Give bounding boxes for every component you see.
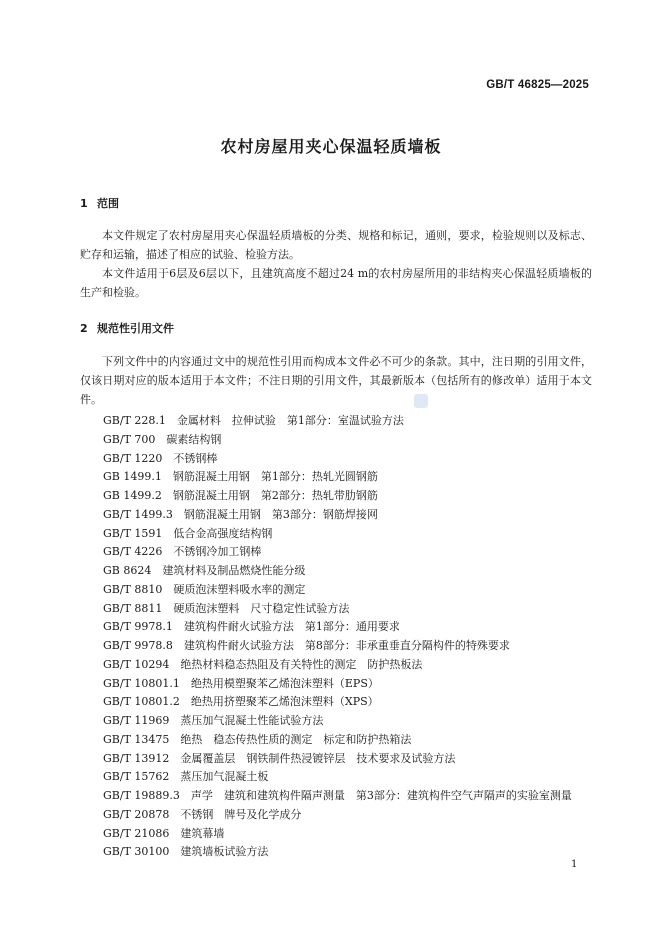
reference-item	[103, 543, 572, 562]
section-1-heading	[80, 195, 119, 211]
section-2-heading	[80, 320, 174, 336]
reference-title: 不锈钢冷加工钢棒	[173, 545, 262, 559]
section-2-title: 规范性引用文件	[97, 322, 174, 335]
reference-code: GB/T 9978.8	[103, 639, 173, 652]
reference-title: 金属覆盖层 钢铁制件热浸镀锌层 技术要求及试验方法	[180, 751, 456, 765]
reference-title: 钢筋混凝土用钢 第2部分：热轧带肋钢筋	[172, 489, 378, 502]
reference-code: GB/T 8811	[103, 601, 163, 615]
reference-code: GB/T 700	[103, 432, 156, 446]
reference-code: GB 8624	[103, 564, 152, 577]
reference-item	[103, 450, 572, 469]
reference-item	[103, 506, 572, 525]
reference-title: 绝热用挤塑聚苯乙烯泡沫塑料（XPS）	[190, 695, 379, 709]
reference-list	[103, 412, 572, 862]
reference-code: GB 1499.2	[103, 489, 162, 502]
reference-title: 绝热 稳态传热性质的测定 标定和防护热箱法	[180, 732, 412, 746]
reference-code: GB/T 1220	[103, 451, 163, 465]
reference-title: 蒸压加气混凝土板	[180, 770, 269, 784]
section-1-number: 1	[80, 197, 88, 210]
reference-title: 蒸压加气混凝土性能试验方法	[180, 714, 324, 727]
reference-item	[103, 487, 572, 506]
reference-code: GB/T 8810	[103, 582, 163, 596]
reference-item	[103, 693, 572, 712]
reference-code: GB/T 30100	[103, 845, 170, 859]
reference-title: 金属材料 拉伸试验 第1部分：室温试验方法	[176, 414, 404, 427]
scope-paragraph-1: 本文件规定了农村房屋用夹心保温轻质墙板的分类、规格和标记，通则，要求，检验规则以及标志、贮存和运输，描述了相应的试验、检验方法。	[80, 229, 592, 261]
references-intro-paragraph: 下列文件中的内容通过文中的规范性引用而构成本文件必不可少的条款。其中，注日期的引用文件，仅该日期对应的版本适用于本文件；不注日期的引用文件，其最新版本（包括所有的修改单）适用于本文件。	[80, 355, 592, 406]
reference-title: 低合金高强度结构钢	[173, 526, 273, 540]
reference-item	[103, 581, 572, 600]
reference-item	[103, 525, 572, 544]
reference-item	[103, 431, 572, 450]
reference-item	[103, 637, 572, 656]
section-2-number: 2	[80, 322, 88, 335]
reference-code: GB/T 228.1	[103, 414, 166, 427]
document-title: 农村房屋用夹心保温轻质墙板	[220, 137, 442, 156]
reference-title: 碳素结构钢	[166, 432, 222, 446]
reference-code: GB/T 4226	[103, 545, 163, 559]
reference-item	[103, 712, 572, 731]
reference-title: 硬质泡沫塑料 尺寸稳定性试验方法	[173, 601, 350, 615]
reference-title: 建筑构件耐火试验方法 第8部分：非承重垂直分隔构件的特殊要求	[183, 639, 510, 652]
reference-title: 不锈钢棒	[173, 451, 218, 465]
reference-item	[103, 600, 572, 619]
reference-title: 钢筋混凝土用钢 第1部分：热轧光圆钢筋	[172, 470, 378, 484]
reference-title: 建筑幕墙	[180, 826, 225, 840]
reference-code: GB/T 1591	[103, 526, 163, 540]
section-1-title: 范围	[97, 197, 119, 210]
reference-item	[103, 412, 572, 431]
reference-code: GB/T 10801.2	[103, 695, 180, 709]
reference-item	[103, 656, 572, 675]
watermark-icon	[414, 394, 428, 408]
reference-title: 钢筋混凝土用钢 第3部分：钢筋焊接网	[183, 507, 378, 521]
reference-item	[103, 843, 572, 862]
reference-item	[103, 468, 572, 487]
reference-title: 建筑构件耐火试验方法 第1部分：通用要求	[183, 620, 400, 634]
reference-title: 硬质泡沫塑料吸水率的测定	[173, 582, 306, 596]
standard-code: GB/T 46825—2025	[486, 79, 589, 91]
reference-code: GB/T 9978.1	[103, 620, 173, 634]
reference-item	[103, 825, 572, 844]
reference-item	[103, 562, 572, 581]
reference-item	[103, 787, 572, 806]
reference-item	[103, 618, 572, 637]
reference-code: GB/T 19889.3	[103, 789, 180, 802]
reference-code: GB/T 20878	[103, 807, 170, 821]
reference-code: GB/T 21086	[103, 826, 170, 840]
reference-code: GB/T 15762	[103, 770, 170, 784]
reference-code: GB/T 13475	[103, 732, 170, 746]
reference-code: GB/T 1499.3	[103, 507, 173, 521]
reference-title: 声学 建筑和建筑构件隔声测量 第3部分：建筑构件空气声隔声的实验室测量	[190, 789, 572, 802]
reference-title: 绝热材料稳态热阻及有关特性的测定 防护热板法	[180, 657, 423, 671]
reference-item	[103, 750, 572, 769]
reference-item	[103, 731, 572, 750]
page-number: 1	[571, 859, 578, 870]
reference-title: 不锈钢 牌号及化学成分	[180, 807, 302, 821]
reference-code: GB/T 10801.1	[103, 676, 180, 690]
reference-title: 建筑墙板试验方法	[180, 845, 269, 859]
reference-code: GB/T 11969	[103, 714, 170, 727]
reference-item	[103, 806, 572, 825]
reference-title: 绝热用模塑聚苯乙烯泡沫塑料（EPS）	[190, 676, 379, 690]
reference-item	[103, 768, 572, 787]
reference-code: GB 1499.1	[103, 470, 162, 484]
reference-item	[103, 675, 572, 694]
reference-title: 建筑材料及制品燃烧性能分级	[162, 564, 306, 577]
reference-code: GB/T 13912	[103, 751, 170, 765]
scope-paragraph-2: 本文件适用于6层及6层以下，且建筑高度不超过24 m的农村房屋所用的非结构夹心保温轻质墙板的生产和检验。	[80, 267, 592, 299]
reference-code: GB/T 10294	[103, 657, 170, 671]
